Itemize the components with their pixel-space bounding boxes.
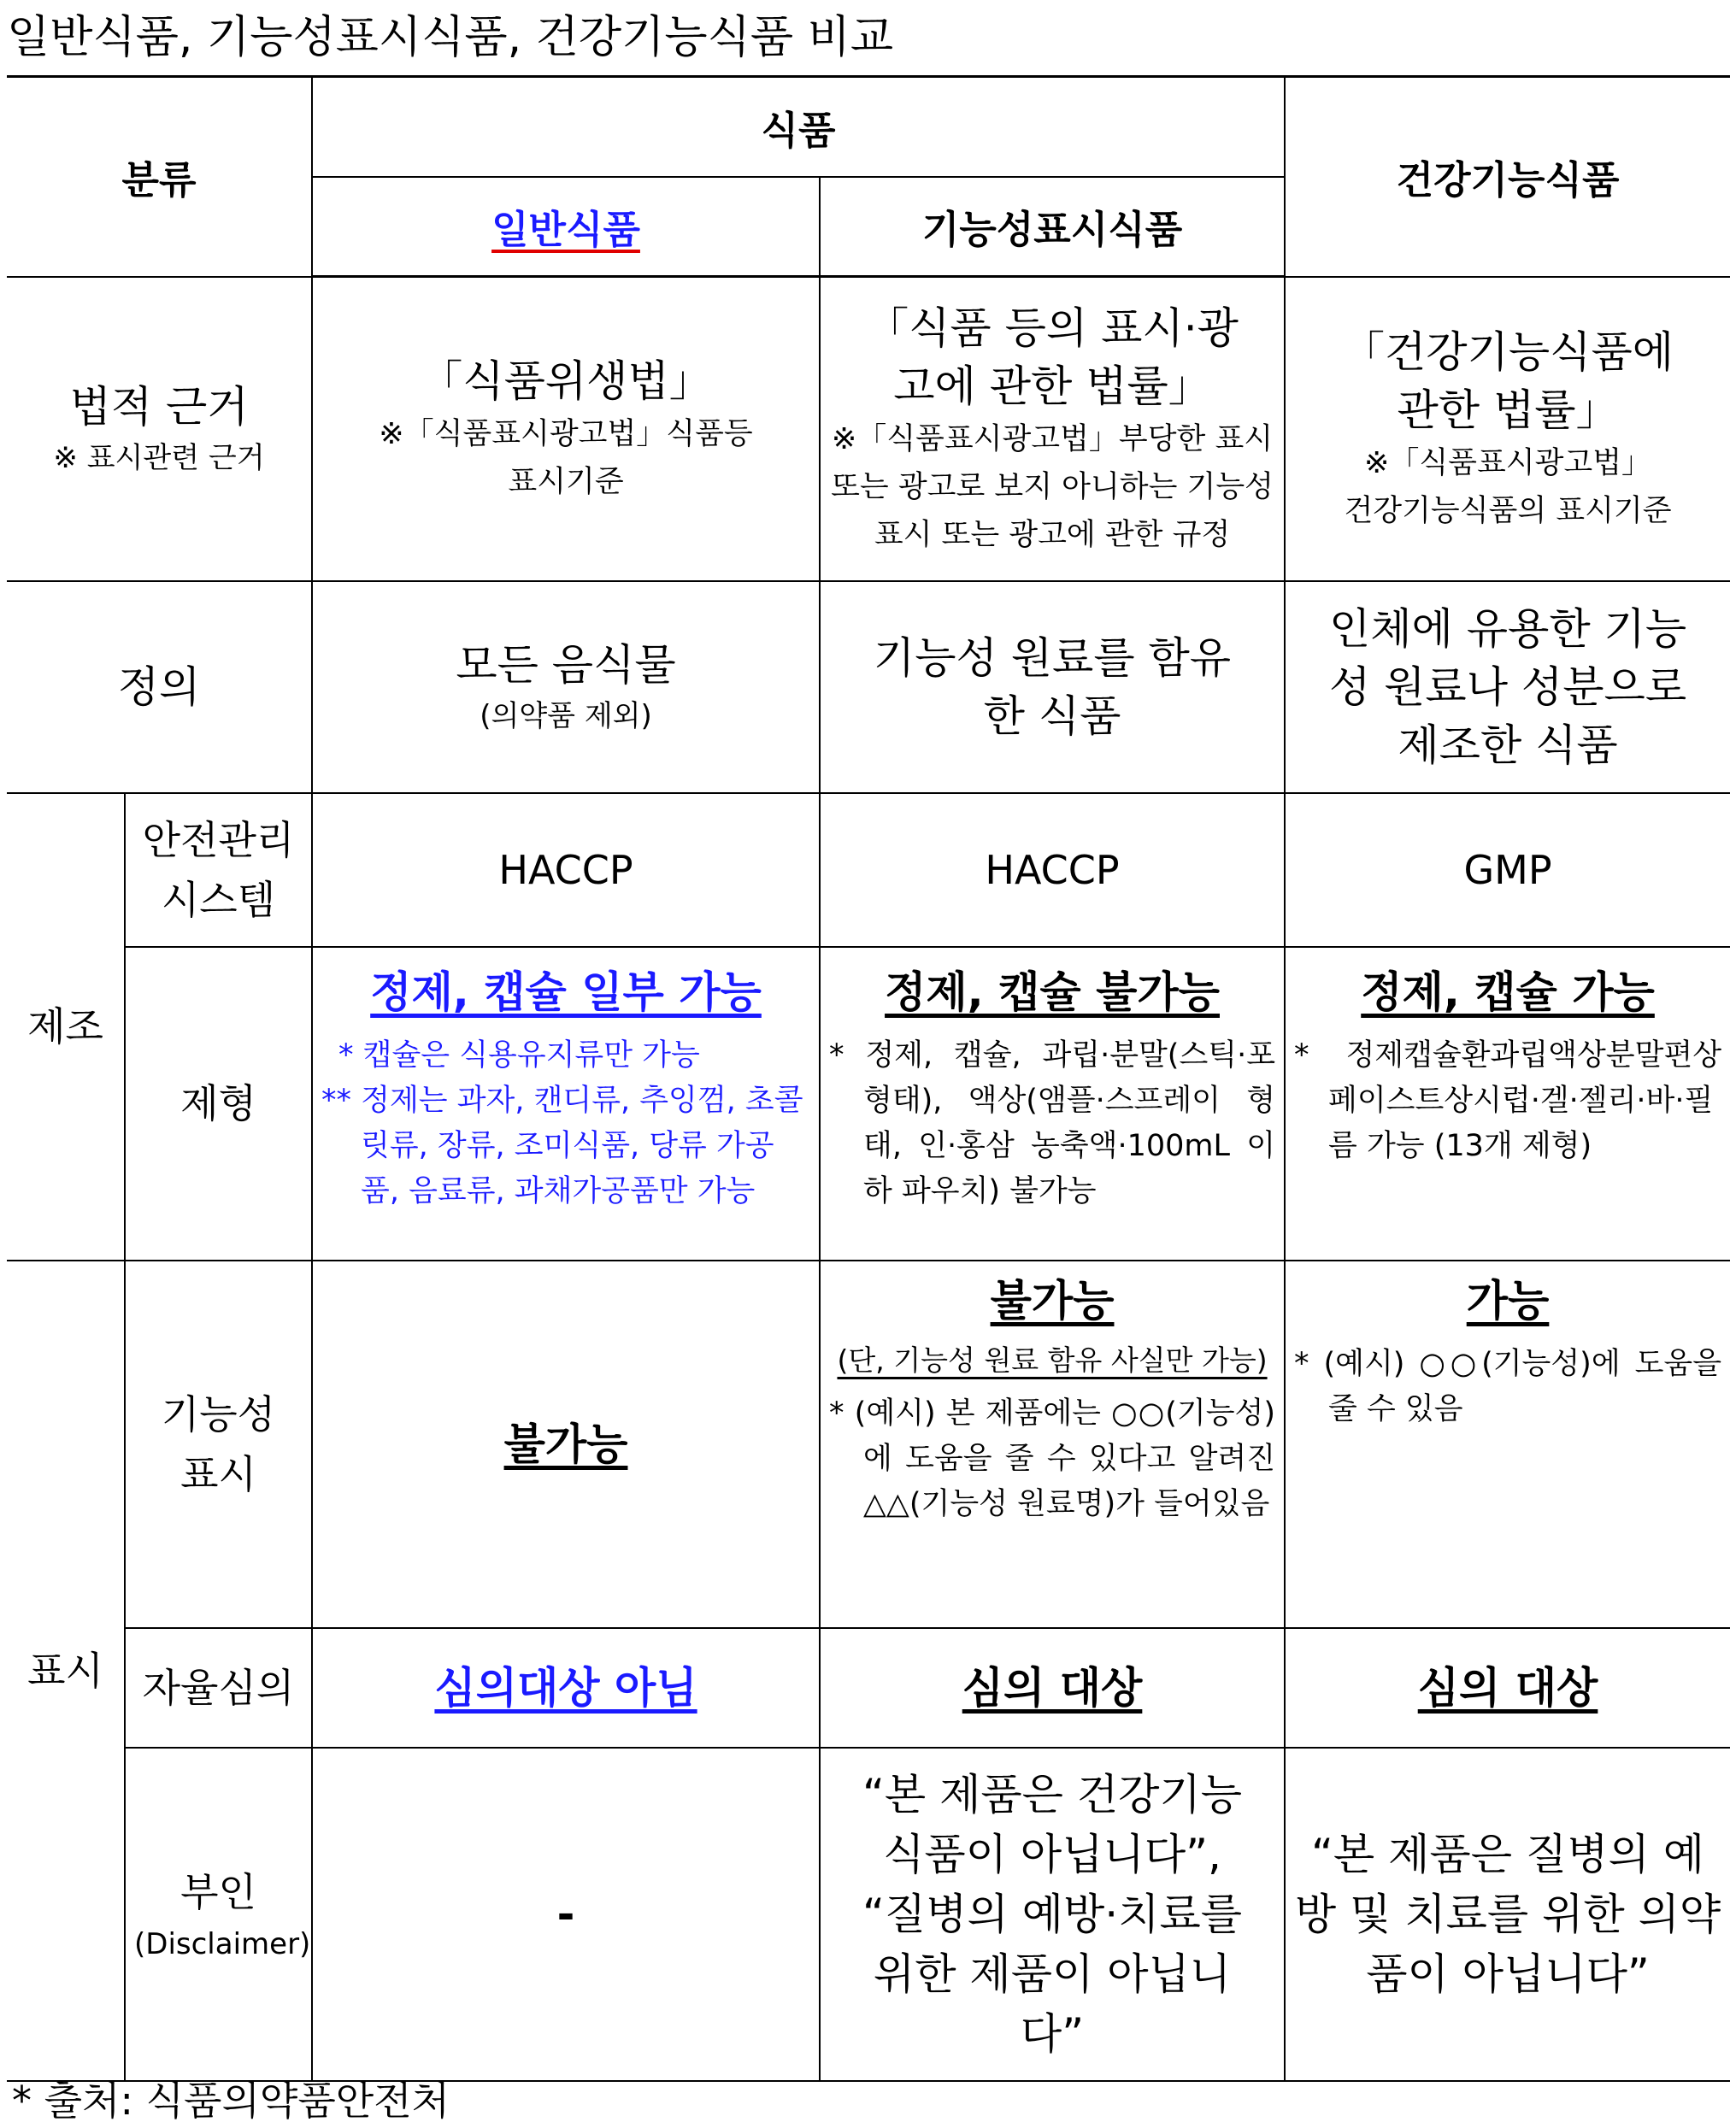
- disclaimer-functional: “본 제품은 건강기능식품이 아닙니다”, “질병의 예방·치료를 위한 제품이 아닙니다”: [862, 1769, 1243, 2059]
- legal-basis-general-cell: [312, 277, 820, 581]
- function-health-cell: [1285, 1261, 1730, 1628]
- legal-basis-health-note2: 건강기능식품의 표시기준: [1344, 493, 1672, 528]
- function-functional-sub: (단, 기능성 원료 함유 사실만 가능): [837, 1343, 1268, 1377]
- source-footnote: * 출처: 식품의약품안전처: [12, 2078, 450, 2124]
- legal-basis-general-main: 「식품위생법」: [420, 356, 712, 406]
- definition-label-cell: [7, 581, 312, 793]
- review-health-cell: [1285, 1628, 1730, 1748]
- disclaimer-label: 부인: [180, 1868, 256, 1915]
- definition-functional: 기능성 원료를 함유한 식품: [873, 632, 1232, 741]
- form-general-note2: ** 정제는 과자, 캔디류, 추잉껌, 초콜릿류, 장류, 조미식품, 당류 가공품, 음료류, 과채가공품만 가능: [321, 1083, 803, 1208]
- form-label: 제형: [180, 1080, 256, 1126]
- legal-basis-health-note1: ※「식품표시광고법」: [1364, 445, 1652, 480]
- form-functional-title: 정제, 캡슐 불가능: [885, 967, 1220, 1017]
- function-functional-title: 불가능: [990, 1275, 1115, 1326]
- disclaimer-health: “본 제품은 질병의 예방 및 치료를 위한 의약품이 아닙니다”: [1294, 1829, 1721, 1999]
- review-label-cell: [125, 1628, 312, 1748]
- safety-label-cell: [125, 793, 312, 947]
- header-health-cell: [1285, 77, 1730, 277]
- header-functional-cell: [820, 177, 1285, 277]
- safety-general-cell: [312, 793, 820, 947]
- definition-functional-cell: [820, 581, 1285, 793]
- safety-functional-cell: [820, 793, 1285, 947]
- header-general-food-link[interactable]: 일반식품: [491, 207, 640, 253]
- legal-basis-functional-main: 「식품 등의 표시·광고에 관한 법률」: [866, 303, 1239, 411]
- function-health-note: * (예시) ○○(기능성)에 도움을 줄 수 있음: [1294, 1346, 1722, 1426]
- legal-basis-health-cell: [1285, 277, 1730, 581]
- manufacturing-label: 제조: [27, 1003, 103, 1049]
- review-health: 심의 대상: [1417, 1662, 1598, 1713]
- legal-basis-functional-note: ※「식품표시광고법」부당한 표시 또는 광고로 보지 아니하는 기능성 표시 또는 광고에 관한 규정: [831, 421, 1274, 552]
- disclaimer-health-cell: [1285, 1748, 1730, 2081]
- disclaimer-functional-cell: [820, 1748, 1285, 2081]
- function-general-cell: [312, 1261, 820, 1628]
- safety-general: HACCP: [498, 846, 633, 893]
- function-label: 기능성 표시: [161, 1390, 276, 1497]
- review-general-link[interactable]: 심의대상 아님: [434, 1662, 697, 1713]
- form-health-note: * 정제캡슐환과립액상분말편상페이스트상시럽·겔·젤리·바·필름 가능 (13개 제형): [1294, 1038, 1722, 1163]
- review-functional: 심의 대상: [962, 1662, 1143, 1713]
- labeling-label: 표시: [27, 1647, 103, 1694]
- header-functional-label-food: 기능성표시식품: [921, 207, 1183, 253]
- manufacturing-label-cell: [7, 793, 125, 1261]
- form-health-cell: [1285, 947, 1730, 1261]
- definition-general-main: 모든 음식물: [456, 639, 676, 690]
- definition-label: 정의: [117, 661, 201, 712]
- form-health-title: 정제, 캡슐 가능: [1361, 967, 1655, 1017]
- safety-label: 안전관리 시스템: [142, 816, 295, 923]
- legal-basis-label-cell: [7, 277, 312, 581]
- form-general-title: 정제, 캡슐 일부 가능: [370, 967, 762, 1017]
- function-general: 불가능: [503, 1419, 628, 1469]
- function-label-cell: [125, 1261, 312, 1628]
- review-functional-cell: [820, 1628, 1285, 1748]
- form-functional-cell: [820, 947, 1285, 1261]
- definition-health: 인체에 유용한 기능성 원료나 성분으로 제조한 식품: [1328, 603, 1687, 770]
- header-food-cell: [312, 77, 1285, 177]
- review-label: 자율심의: [142, 1664, 295, 1711]
- function-health-title: 가능: [1466, 1275, 1550, 1326]
- header-category-cell: [7, 77, 312, 277]
- safety-functional: HACCP: [985, 846, 1120, 893]
- legal-basis-functional-cell: [820, 277, 1285, 581]
- comparison-table: [7, 75, 1730, 2082]
- form-label-cell: [125, 947, 312, 1261]
- safety-health-cell: [1285, 793, 1730, 947]
- form-functional-note: * 정제, 캡슐, 과립·분말(스틱·포 형태), 액상(앰플·스프레이 형태, 인·홍삼 농축액·100mL 이하 파우치) 불가능: [829, 1038, 1276, 1208]
- disclaimer-label-cell: [125, 1748, 312, 2081]
- legal-basis-general-note: ※「식품표시광고법」식품등 표시기준: [379, 416, 753, 499]
- definition-general-sub: (의약품 제외): [480, 698, 652, 733]
- form-general-note1: * 캡슐은 식용유지류만 가능: [338, 1038, 700, 1073]
- function-functional-note: * (예시) 본 제품에는 ○○(기능성)에 도움을 줄 수 있다고 알려진 △△(기능성 원료명)가 들어있음: [829, 1396, 1276, 1521]
- legal-basis-sub: ※ 표시관련 근거: [53, 440, 265, 475]
- definition-general-cell: [312, 581, 820, 793]
- review-general-cell[interactable]: [312, 1628, 820, 1748]
- legal-basis-label: 법적 근거: [69, 381, 249, 432]
- legal-basis-health-main: 「건강기능식품에 관한 법률」: [1341, 326, 1674, 435]
- header-general-cell[interactable]: [312, 177, 820, 277]
- safety-health: GMP: [1463, 846, 1552, 893]
- header-category: 분류: [121, 157, 197, 203]
- disclaimer-sub: (Disclaimer): [134, 1926, 311, 1961]
- header-health-functional-food: 건강기능식품: [1396, 157, 1620, 203]
- function-functional-cell: [820, 1261, 1285, 1628]
- disclaimer-general-cell: [312, 1748, 820, 2081]
- labeling-label-cell: [7, 1261, 125, 2081]
- header-food: 식품: [761, 107, 836, 153]
- definition-health-cell: [1285, 581, 1730, 793]
- form-general-cell: [312, 947, 820, 1261]
- disclaimer-general: -: [556, 1889, 575, 1939]
- page-title: 일반식품, 기능성표시식품, 건강기능식품 비교: [7, 12, 894, 63]
